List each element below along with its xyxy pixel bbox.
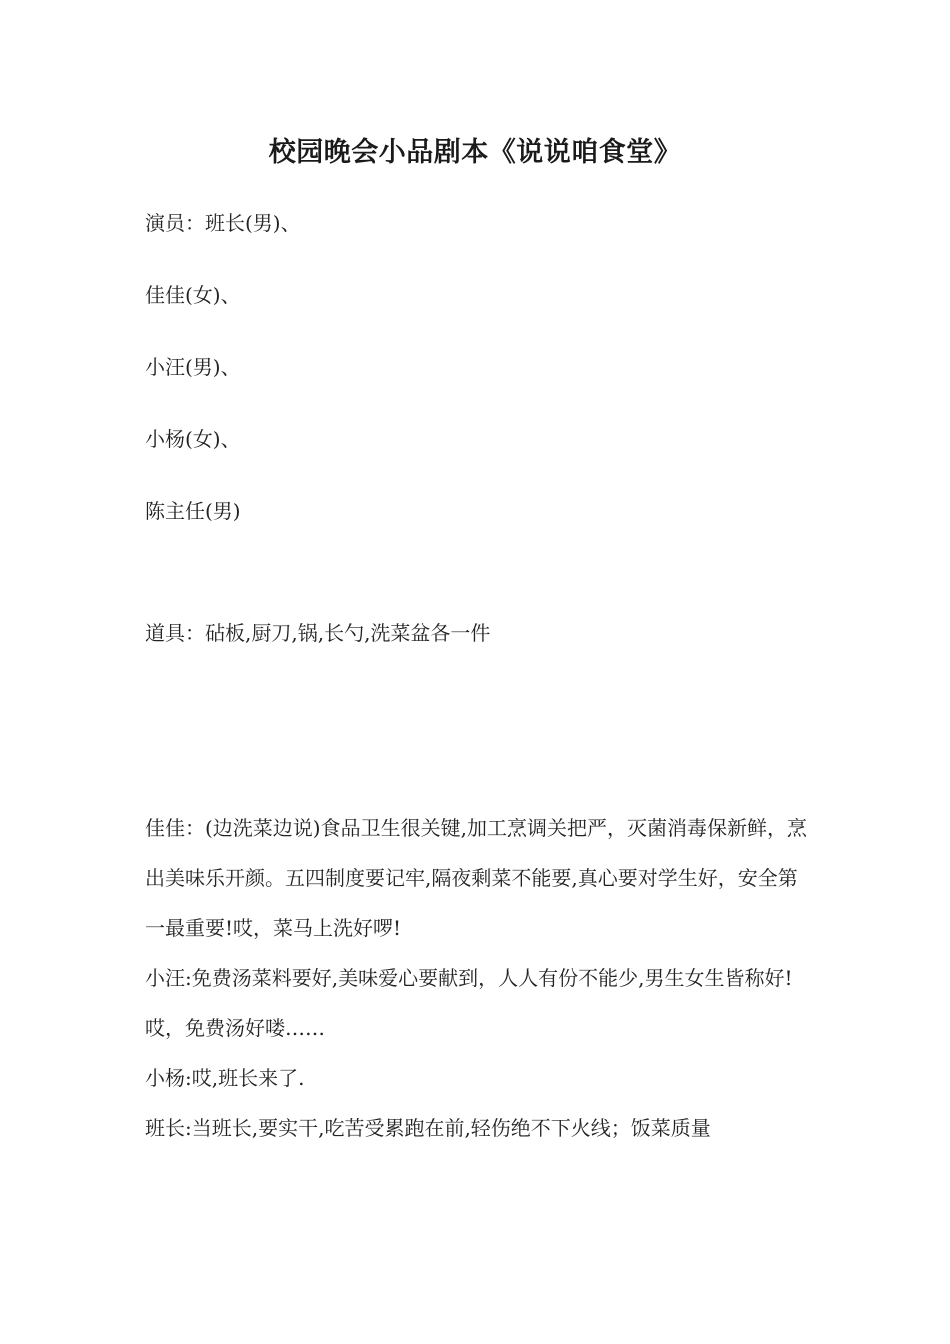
cast-line-5: 陈主任(男)	[145, 499, 241, 523]
dialogue-jiajia: 佳佳：(边洗菜边说)食品卫生很关键,加工烹调关把严，灭菌消毒保新鲜，烹出美味乐开颜。五四制度要记牢,隔夜剩菜不能要,真心要对学生好，安全第一最重要!哎，菜马上洗好啰!	[145, 816, 807, 940]
cast-line-1: 演员：班长(男)、	[145, 211, 301, 235]
cast-line-2: 佳佳(女)、	[145, 283, 241, 307]
props-line: 道具：砧板,厨刀,锅,长勺,洗菜盆各一件	[145, 621, 491, 645]
cast-line-4: 小杨(女)、	[145, 427, 241, 451]
dialogue-xiaoyang: 小杨:哎,班长来了.	[145, 1066, 305, 1090]
script-title: 校园晚会小品剧本《说说咱食堂》	[268, 137, 682, 168]
dialogue-xiaowang: 小汪:免费汤菜料要好,美味爱心要献到，人人有份不能少,男生女生皆称好!哎，免费汤好喽……	[145, 966, 793, 1040]
cast-line-3: 小汪(男)、	[145, 355, 241, 379]
dialogue-banzhang: 班长:当班长,要实干,吃苦受累跑在前,轻伤绝不下火线；饭菜质量	[145, 1116, 711, 1140]
